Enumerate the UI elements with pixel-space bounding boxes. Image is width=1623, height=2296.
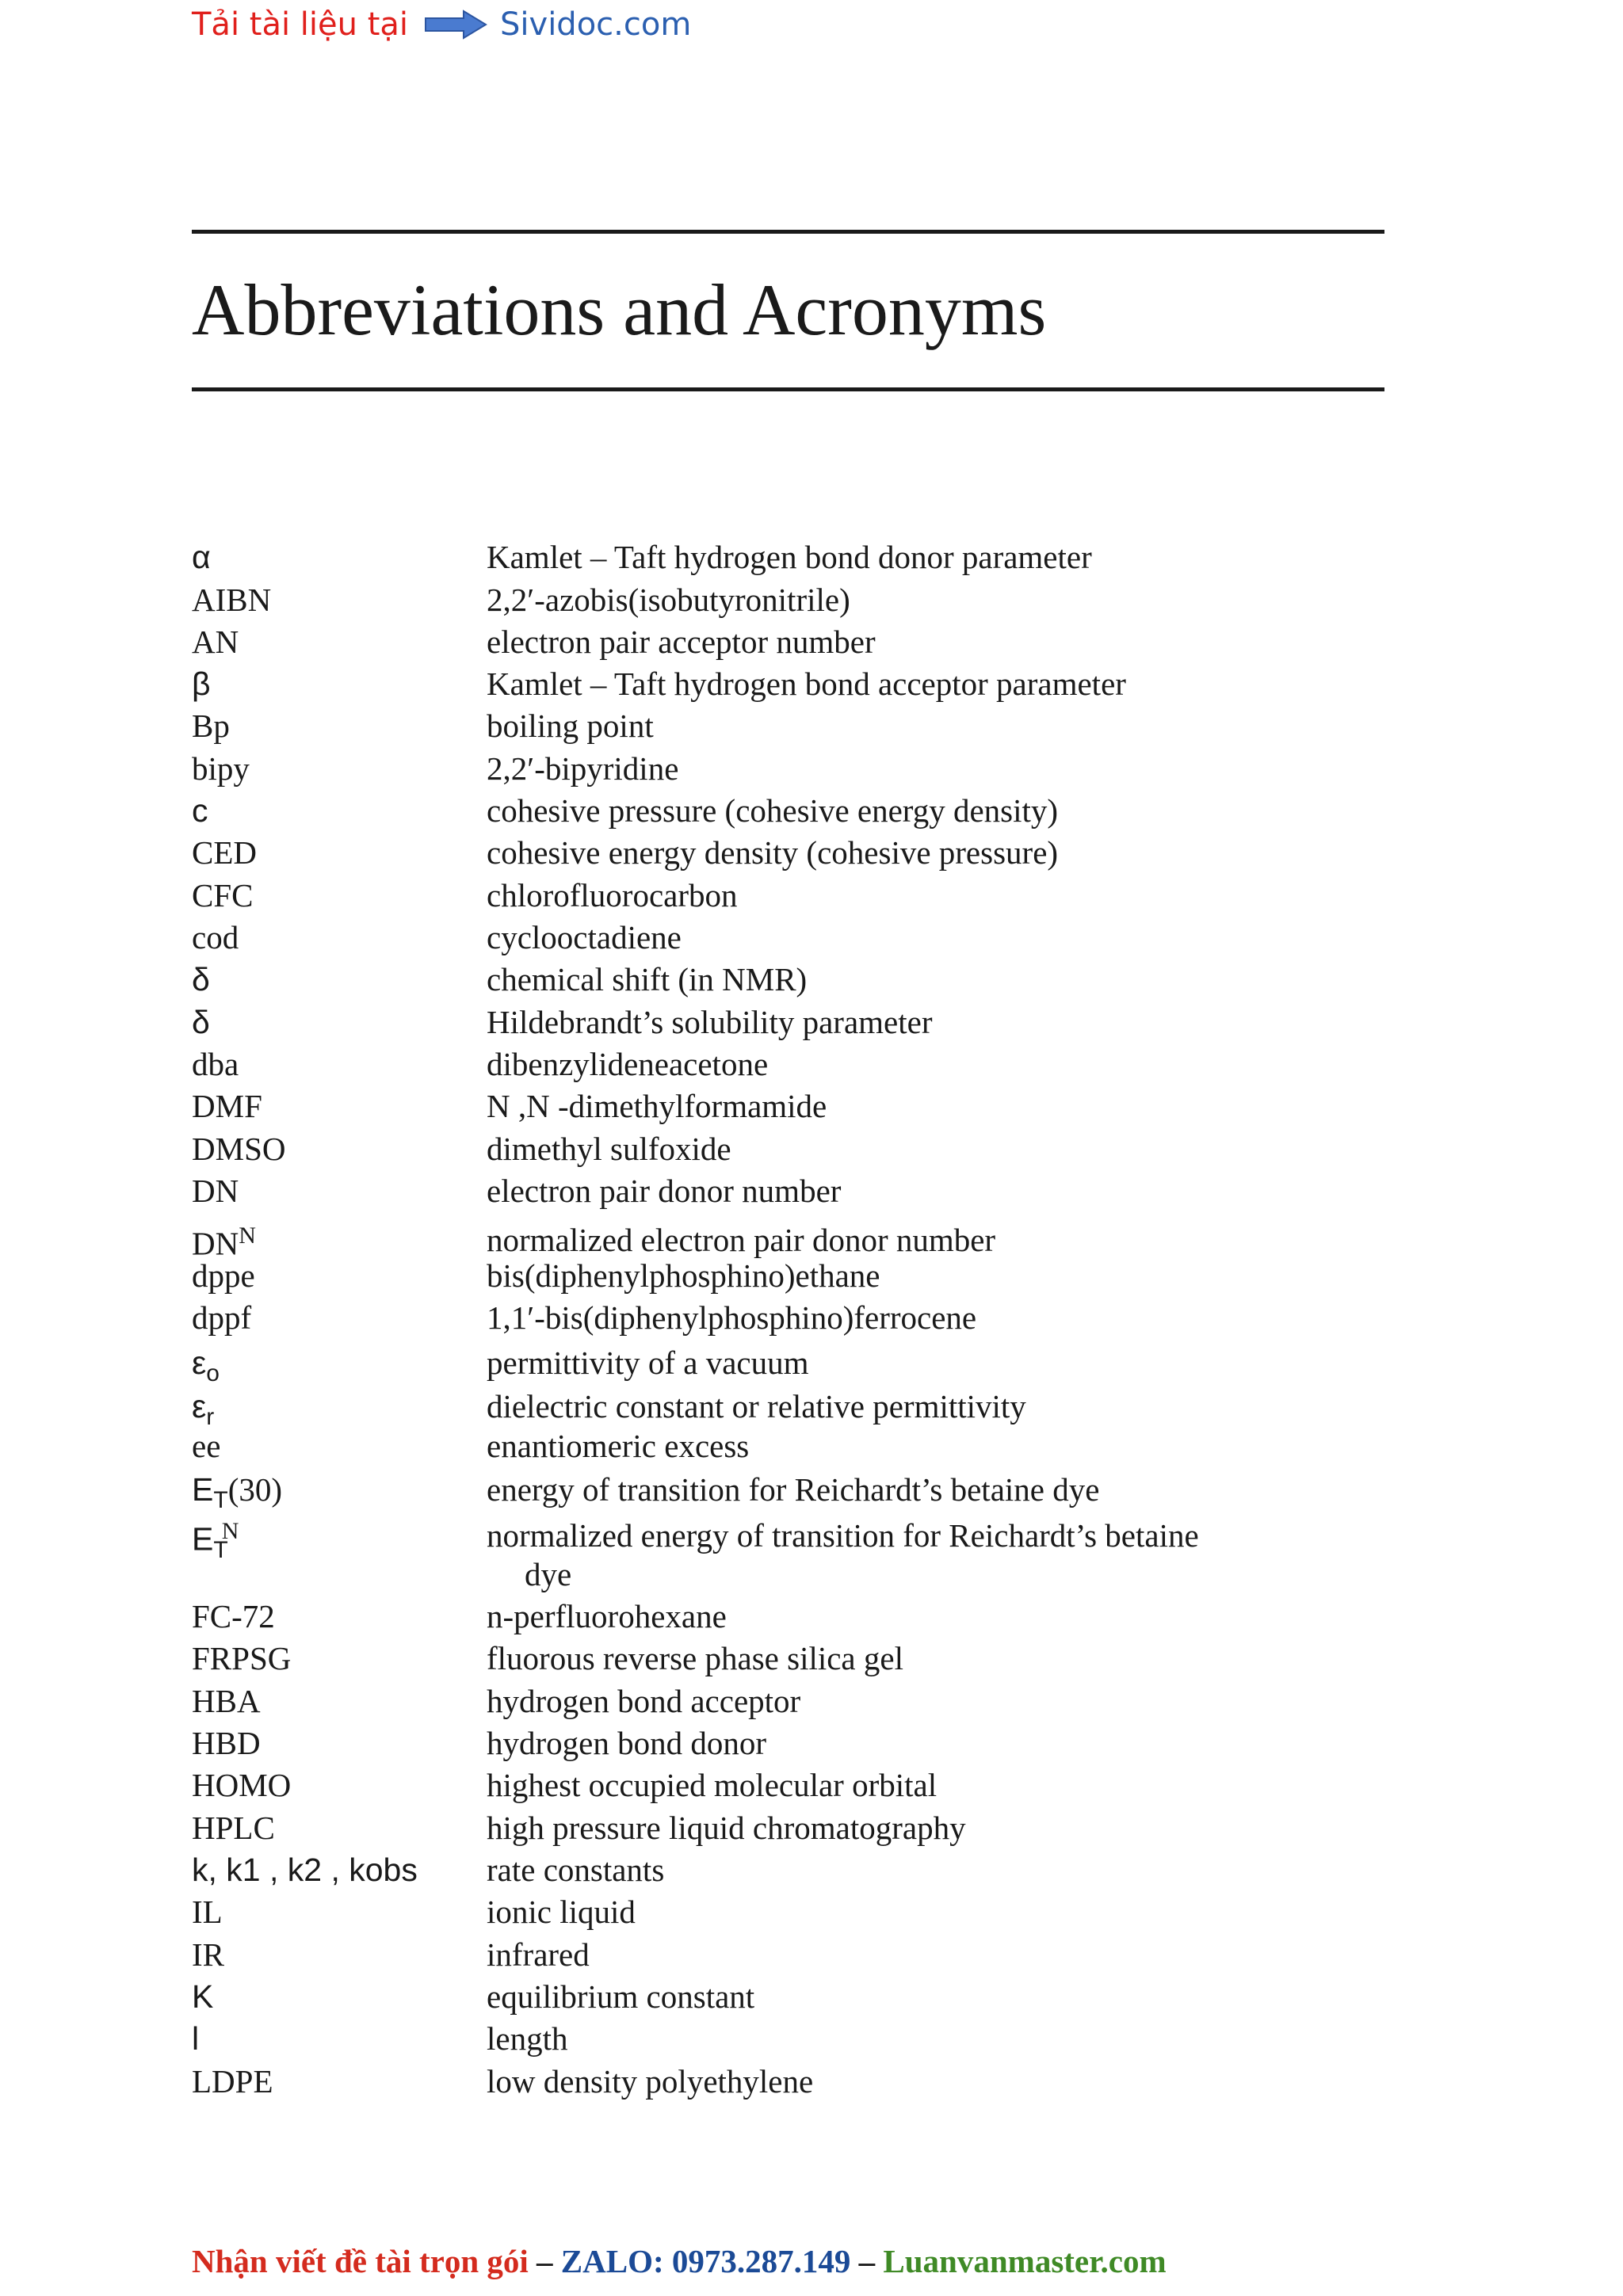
definition-text: boiling point	[487, 707, 654, 744]
abbreviation-term	[192, 2065, 273, 2098]
abbreviation-symbol: CED	[192, 834, 257, 871]
definition-text: chemical shift (in NMR)	[487, 961, 808, 997]
abbreviation-symbol: δ	[192, 961, 210, 997]
abbreviation-symbol: DN	[192, 1225, 239, 1262]
abbreviation-symbol: Bp	[192, 707, 230, 744]
abbreviation-definition	[487, 2020, 568, 2057]
abbreviation-superscript: N	[239, 1222, 256, 1249]
abbreviation-symbol: l	[192, 2020, 200, 2057]
definition-text: fluorous reverse phase silica gel	[487, 1640, 903, 1676]
abbreviation-term	[192, 1727, 261, 1760]
abbreviation-term	[192, 1390, 214, 1429]
abbreviation-suffix: (30)	[227, 1471, 282, 1508]
abbreviation-symbol: α	[192, 539, 211, 575]
abbreviation-symbol: DMSO	[192, 1131, 286, 1167]
abbreviation-superscript: N	[221, 1518, 239, 1544]
definition-text: Kamlet – Taft hydrogen bond donor parameter	[487, 539, 1092, 575]
abbreviation-symbol: E	[192, 1520, 214, 1558]
abbreviation-symbol: dppf	[192, 1299, 252, 1336]
abbreviation-definition	[487, 1517, 1199, 1592]
definition-text: N ,N -dimethylformamide	[487, 1088, 827, 1124]
definition-text: Kamlet – Taft hydrogen bond acceptor parameter	[487, 666, 1126, 702]
chapter-title: Abbreviations and Acronyms	[192, 269, 1047, 350]
definition-text: chlorofluorocarbon	[487, 877, 738, 913]
abbreviation-symbol: IL	[192, 1894, 223, 1930]
abbreviation-definition	[487, 1727, 766, 1760]
abbreviation-symbol: β	[192, 666, 211, 702]
abbreviation-term	[192, 1520, 239, 1562]
abbreviation-subscript: r	[206, 1404, 215, 1431]
abbreviation-definition	[487, 707, 654, 744]
definition-text: hydrogen bond donor	[487, 1725, 767, 1761]
definition-text: dielectric constant or relative permittivity	[487, 1388, 1026, 1425]
abbreviation-term	[192, 1257, 255, 1294]
abbreviation-definition	[487, 792, 1059, 829]
abbreviation-symbol: DMF	[192, 1088, 262, 1124]
abbreviation-symbol: dppe	[192, 1257, 255, 1294]
abbreviation-term	[192, 1048, 239, 1081]
abbreviation-definition	[487, 1896, 636, 1928]
abbreviation-symbol: AIBN	[192, 582, 272, 618]
abbreviation-definition	[487, 879, 738, 912]
abbreviation-symbol: δ	[192, 1004, 210, 1040]
abbreviation-symbol: bipy	[192, 750, 250, 787]
abbreviation-symbol: DN	[192, 1173, 239, 1209]
abbreviation-term	[192, 626, 239, 658]
abbreviation-symbol: IR	[192, 1936, 224, 1973]
definition-text: cohesive pressure (cohesive energy density)	[487, 792, 1059, 829]
abbreviation-term	[192, 1642, 291, 1675]
definition-text: equilibrium constant	[487, 1978, 755, 2015]
footer-zalo-contact: ZALO: 0973.287.149	[560, 2243, 851, 2279]
abbreviation-term	[192, 1175, 239, 1207]
abbreviation-term	[192, 1936, 224, 1973]
abbreviation-definition	[487, 541, 1092, 574]
definition-text: infrared	[487, 1936, 590, 1973]
abbreviation-term	[192, 1471, 282, 1514]
abbreviation-symbol: ee	[192, 1428, 221, 1464]
definition-text: cyclooctadiene	[487, 919, 682, 955]
definition-continuation: dye	[525, 1556, 572, 1592]
abbreviation-symbol: cod	[192, 919, 239, 955]
definition-text: hydrogen bond acceptor	[487, 1683, 801, 1719]
abbreviation-symbol: c	[192, 792, 208, 829]
abbreviation-definition	[487, 963, 807, 996]
abbreviation-symbol: CFC	[192, 877, 254, 913]
definition-text: rate constants	[487, 1852, 665, 1888]
abbreviation-term	[192, 1090, 262, 1123]
abbreviation-definition	[487, 1430, 749, 1463]
abbreviation-symbol: E	[192, 1471, 214, 1508]
abbreviation-definition	[487, 1224, 995, 1257]
abbreviation-term	[192, 2020, 200, 2057]
definition-text: Hildebrandt’s solubility parameter	[487, 1004, 933, 1040]
definition-text: enantiomeric excess	[487, 1428, 750, 1464]
abbreviation-subscript: T	[213, 1536, 228, 1563]
footer-service-text: Nhận viết đề tài trọn gói	[192, 2243, 529, 2279]
abbreviation-definition	[487, 1685, 800, 1718]
abbreviation-term	[192, 668, 211, 700]
abbreviation-definition	[487, 1936, 590, 1973]
abbreviation-term	[192, 1224, 256, 1261]
abbreviation-term	[192, 707, 230, 744]
abbreviation-definition	[487, 1006, 932, 1039]
abbreviation-term	[192, 541, 211, 574]
footer-separator: –	[850, 2243, 884, 2279]
abbreviation-term	[192, 792, 208, 829]
definition-text: 2,2′-azobis(isobutyronitrile)	[487, 582, 850, 618]
abbreviation-term	[192, 921, 239, 954]
abbreviation-term	[192, 1006, 210, 1039]
abbreviation-symbol: HOMO	[192, 1767, 292, 1803]
abbreviation-definition	[487, 1769, 937, 1802]
abbreviation-definition	[487, 750, 679, 787]
abbreviation-definition	[487, 1133, 731, 1165]
abbreviation-definition	[487, 584, 850, 616]
footer-advert	[192, 2242, 1167, 2280]
abbreviation-definition	[487, 1090, 827, 1123]
definition-text: electron pair donor number	[487, 1173, 842, 1209]
abbreviation-definition	[487, 1390, 1026, 1423]
banner-site-link[interactable]: Sividoc.com	[500, 6, 692, 43]
abbreviation-definition	[487, 1175, 841, 1207]
abbreviation-term	[192, 1430, 220, 1463]
abbreviation-term	[192, 1344, 220, 1387]
abbreviation-definition	[487, 1344, 809, 1381]
abbreviation-term	[192, 1978, 214, 2015]
abbreviation-definition	[487, 834, 1059, 871]
definition-text: low density polyethylene	[487, 2063, 814, 2100]
definition-text: cohesive energy density (cohesive pressure)	[487, 834, 1059, 871]
abbreviation-symbol: dba	[192, 1046, 239, 1082]
abbreviation-definition	[487, 1600, 727, 1633]
abbreviation-definition	[487, 1854, 664, 1886]
definition-text: ionic liquid	[487, 1894, 636, 1930]
abbreviation-term	[192, 1769, 291, 1802]
abbreviation-symbol: AN	[192, 624, 239, 660]
abbreviation-term	[192, 1299, 252, 1336]
abbreviation-definition	[487, 626, 876, 658]
abbreviation-definition	[487, 668, 1126, 700]
abbreviation-term	[192, 1685, 261, 1718]
abbreviation-term	[192, 879, 254, 912]
abbreviation-term	[192, 963, 210, 996]
abbreviation-symbol: ε	[192, 1344, 207, 1381]
footer-site-link[interactable]: Luanvanmaster.com	[883, 2243, 1167, 2279]
abbreviation-subscript: o	[206, 1360, 220, 1387]
definition-text: normalized electron pair donor number	[487, 1222, 996, 1258]
definition-text: highest occupied molecular orbital	[487, 1767, 938, 1803]
abbreviation-symbol: HPLC	[192, 1810, 275, 1846]
definition-text: permittivity of a vacuum	[487, 1344, 809, 1381]
definition-text: 1,1′-bis(diphenylphosphino)ferrocene	[487, 1299, 977, 1336]
abbreviation-symbol: ε	[192, 1388, 207, 1425]
abbreviation-definition	[487, 1048, 768, 1081]
abbreviation-definition	[487, 1812, 966, 1844]
abbreviation-subscript: T	[213, 1487, 228, 1514]
definition-text: dibenzylideneacetone	[487, 1046, 769, 1082]
abbreviation-symbol: HBA	[192, 1683, 261, 1719]
definition-text: high pressure liquid chromatography	[487, 1810, 966, 1846]
footer-separator: –	[528, 2243, 561, 2279]
definition-text: normalized energy of transition for Reichardt’s betaine	[487, 1517, 1199, 1554]
abbreviation-definition	[487, 1978, 755, 2015]
abbreviation-term	[192, 1896, 223, 1928]
abbreviation-term	[192, 1854, 418, 1886]
abbreviation-symbol: k, k1 , k2 , kobs	[192, 1852, 418, 1888]
abbreviation-definition	[487, 1642, 903, 1675]
definition-text: electron pair acceptor number	[487, 624, 876, 660]
abbreviation-symbol: K	[192, 1978, 214, 2015]
definition-text: 2,2′-bipyridine	[487, 750, 679, 787]
abbreviation-term	[192, 750, 250, 787]
definition-text: length	[487, 2020, 568, 2057]
definition-text: energy of transition for Reichardt’s betaine dye	[487, 1471, 1100, 1508]
abbreviation-term	[192, 1600, 275, 1633]
definition-text: dimethyl sulfoxide	[487, 1131, 731, 1167]
abbreviation-term	[192, 584, 271, 616]
abbreviation-definition	[487, 1257, 880, 1294]
abbreviation-term	[192, 1133, 285, 1165]
abbreviation-term	[192, 834, 257, 871]
abbreviation-definition	[487, 2065, 813, 2098]
abbreviation-term	[192, 1812, 275, 1844]
abbreviation-symbol: FRPSG	[192, 1640, 292, 1676]
definition-text: n-perfluorohexane	[487, 1598, 727, 1634]
banner-lead-text: Tải tài liệu tại	[192, 6, 409, 43]
abbreviation-definition	[487, 1299, 977, 1336]
definition-text: bis(diphenylphosphino)ethane	[487, 1257, 880, 1294]
abbreviation-symbol: LDPE	[192, 2063, 273, 2100]
abbreviation-definition	[487, 921, 682, 954]
abbreviation-definition	[487, 1471, 1100, 1508]
abbreviation-symbol: FC-72	[192, 1598, 275, 1634]
abbreviation-symbol: HBD	[192, 1725, 261, 1761]
